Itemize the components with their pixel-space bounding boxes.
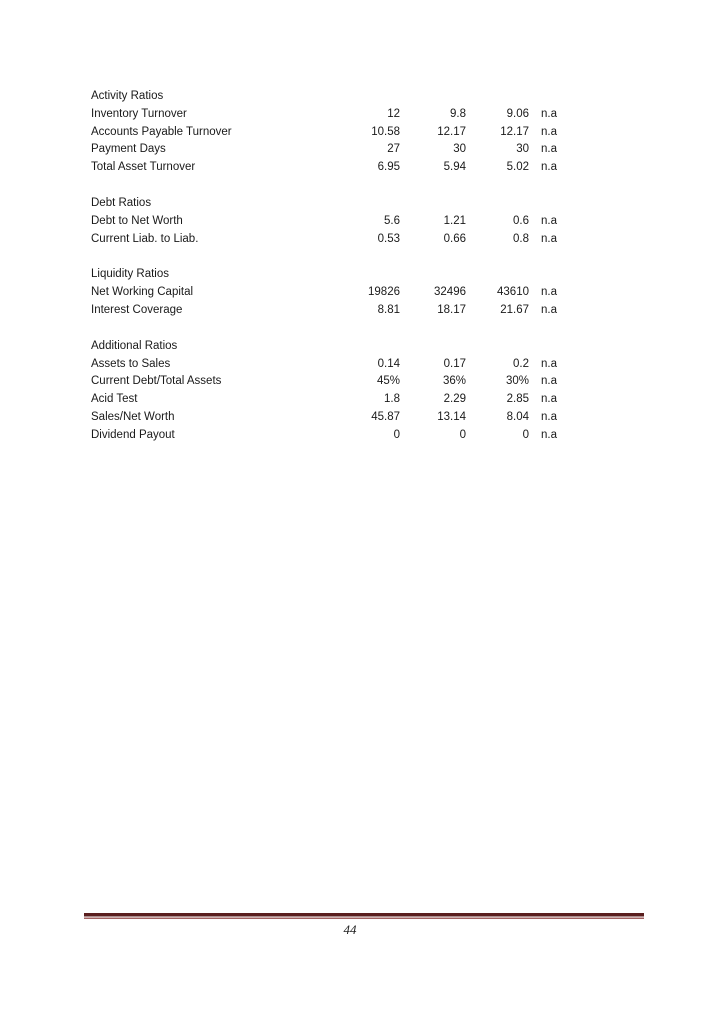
value-col-3: 30% [505, 375, 529, 388]
section-title [91, 88, 571, 106]
value-col-3: 30 [516, 143, 529, 156]
section-liquidity-ratios [91, 266, 571, 319]
section-activity-ratios [91, 88, 571, 177]
table-row [91, 427, 571, 445]
value-col-3: 0.6 [513, 214, 529, 227]
table-row [91, 141, 571, 159]
value-col-1: 0 [393, 428, 400, 441]
value-col-2: 18.17 [437, 303, 466, 316]
value-col-4: n.a [541, 428, 557, 441]
row-label: Dividend Payout [91, 428, 175, 441]
value-col-1: 45% [376, 375, 400, 388]
value-col-1: 27 [387, 143, 400, 156]
value-col-4: n.a [541, 410, 557, 423]
value-col-2: 0.17 [443, 357, 466, 370]
ratios-table [91, 88, 571, 463]
row-label: Debt to Net Worth [91, 214, 183, 227]
section-additional-ratios [91, 338, 571, 445]
value-col-1: 5.6 [384, 214, 400, 227]
value-col-4: n.a [541, 214, 557, 227]
value-col-3: 9.06 [506, 107, 529, 120]
table-row [91, 356, 571, 374]
value-col-4: n.a [541, 107, 557, 120]
value-col-1: 10.58 [371, 125, 400, 138]
value-col-3: 21.67 [500, 303, 529, 316]
table-row [91, 373, 571, 391]
section-debt-ratios [91, 195, 571, 248]
row-label: Acid Test [91, 393, 138, 406]
value-col-4: n.a [541, 125, 557, 138]
value-col-3: 43610 [497, 286, 529, 299]
value-col-1: 8.81 [377, 303, 400, 316]
value-col-1: 6.95 [377, 161, 400, 174]
table-row [91, 284, 571, 302]
value-col-4: n.a [541, 303, 557, 316]
value-col-4: n.a [541, 357, 557, 370]
value-col-1: 19826 [368, 286, 400, 299]
value-col-2: 30 [453, 143, 466, 156]
value-col-4: n.a [541, 143, 557, 156]
value-col-3: 2.85 [506, 393, 529, 406]
value-col-2: 12.17 [437, 125, 466, 138]
section-title [91, 195, 571, 213]
value-col-3: 0.8 [513, 232, 529, 245]
table-row [91, 159, 571, 177]
value-col-4: n.a [541, 286, 557, 299]
row-label: Accounts Payable Turnover [91, 125, 232, 138]
value-col-2: 5.94 [443, 161, 466, 174]
value-col-2: 0.66 [443, 232, 466, 245]
table-row [91, 124, 571, 142]
value-col-4: n.a [541, 232, 557, 245]
value-col-1: 0.53 [377, 232, 400, 245]
row-label: Interest Coverage [91, 303, 183, 316]
section-title [91, 266, 571, 284]
row-label: Sales/Net Worth [91, 410, 175, 423]
row-label: Current Debt/Total Assets [91, 375, 222, 388]
value-col-1: 0.14 [377, 357, 400, 370]
value-col-4: n.a [541, 375, 557, 388]
value-col-3: 0.2 [513, 357, 529, 370]
row-label: Inventory Turnover [91, 107, 187, 120]
value-col-2: 0 [459, 428, 466, 441]
value-col-3: 12.17 [500, 125, 529, 138]
table-row [91, 213, 571, 231]
row-label: Assets to Sales [91, 357, 171, 370]
value-col-2: 32496 [434, 286, 466, 299]
table-row [91, 409, 571, 427]
value-col-2: 1.21 [443, 214, 466, 227]
section-title-label: Liquidity Ratios [91, 268, 169, 281]
section-title-label: Activity Ratios [91, 90, 164, 102]
value-col-2: 36% [442, 375, 466, 388]
row-label: Payment Days [91, 143, 166, 156]
row-label: Current Liab. to Liab. [91, 232, 199, 245]
section-title-label: Additional Ratios [91, 339, 178, 352]
row-label: Total Asset Turnover [91, 161, 196, 174]
value-col-2: 13.14 [437, 410, 466, 423]
table-row [91, 231, 571, 249]
table-row [91, 391, 571, 409]
page-number: 44 [343, 922, 357, 937]
table-row [91, 106, 571, 124]
value-col-1: 1.8 [384, 393, 400, 406]
table-row [91, 302, 571, 320]
value-col-3: 5.02 [506, 161, 529, 174]
value-col-2: 2.29 [443, 393, 466, 406]
value-col-4: n.a [541, 393, 557, 406]
row-label: Net Working Capital [91, 286, 194, 299]
value-col-3: 8.04 [506, 410, 529, 423]
value-col-2: 9.8 [450, 107, 466, 120]
value-col-3: 0 [522, 428, 529, 441]
value-col-4: n.a [541, 161, 557, 174]
footer-rule [84, 913, 644, 919]
section-title-label: Debt Ratios [91, 196, 152, 209]
value-col-1: 45.87 [371, 410, 400, 423]
value-col-1: 12 [387, 107, 400, 120]
section-title [91, 338, 571, 356]
